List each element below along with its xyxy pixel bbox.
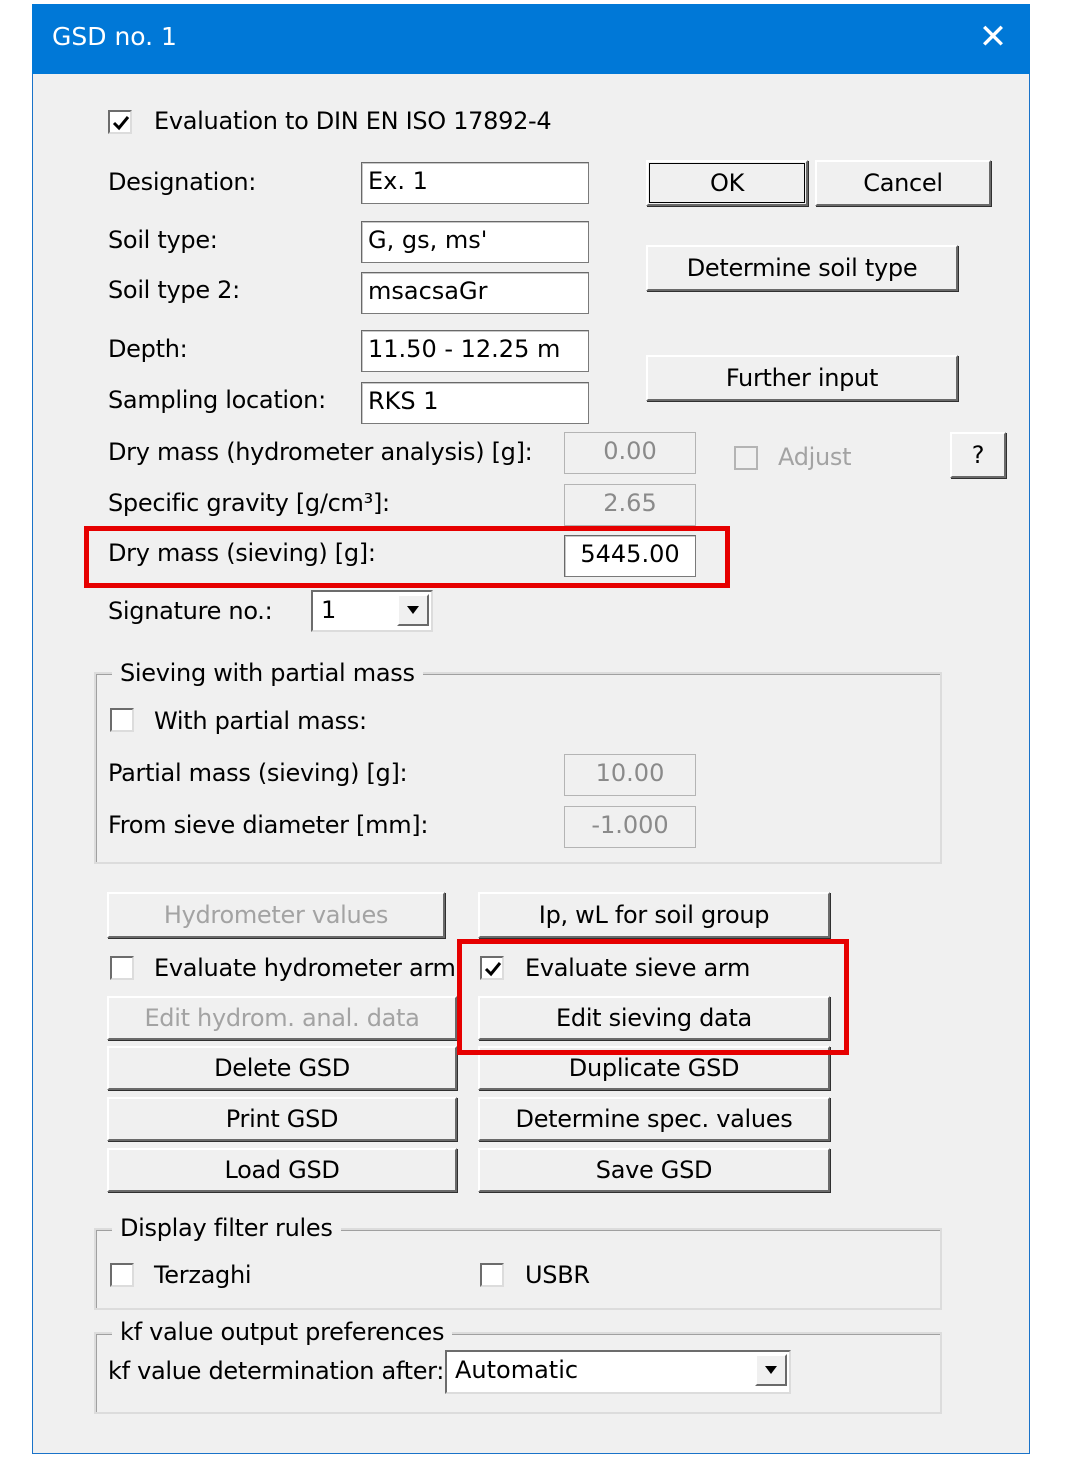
close-icon[interactable]: ✕ bbox=[978, 17, 1008, 57]
dry-mass-sieving-highlight bbox=[84, 526, 730, 588]
adjust-checkbox[interactable] bbox=[734, 446, 758, 470]
soil-type2-label: Soil type 2: bbox=[108, 276, 240, 304]
designation-input[interactable]: Ex. 1 bbox=[361, 162, 589, 204]
partial-mass-label: Partial mass (sieving) [g]: bbox=[108, 759, 408, 787]
signature-select[interactable] bbox=[311, 590, 433, 632]
ip-wl-button[interactable]: Ip, wL for soil group bbox=[478, 892, 830, 938]
terzaghi-checkbox[interactable] bbox=[110, 1263, 134, 1287]
usbr-checkbox[interactable] bbox=[480, 1263, 504, 1287]
edit-hydrom-button[interactable]: Edit hydrom. anal. data bbox=[107, 996, 457, 1040]
soil-type2-input[interactable]: msacsaGr bbox=[361, 272, 589, 314]
terzaghi-label: Terzaghi bbox=[154, 1261, 252, 1289]
evaluate-hydrometer-label: Evaluate hydrometer arm bbox=[154, 954, 456, 982]
chevron-down-icon[interactable] bbox=[755, 1354, 787, 1386]
specific-gravity-input[interactable]: 2.65 bbox=[564, 484, 696, 526]
print-gsd-button[interactable]: Print GSD bbox=[107, 1097, 457, 1141]
signature-label: Signature no.: bbox=[108, 597, 273, 625]
from-sieve-input[interactable]: -1.000 bbox=[564, 806, 696, 848]
sampling-location-label: Sampling location: bbox=[108, 386, 326, 414]
dry-mass-hydro-label: Dry mass (hydrometer analysis) [g]: bbox=[108, 438, 533, 466]
soil-type-input[interactable]: G, gs, ms' bbox=[361, 221, 589, 263]
sieve-arm-highlight bbox=[457, 939, 849, 1055]
dry-mass-sieving-label: Dry mass (sieving) [g]: bbox=[108, 539, 376, 567]
help-button[interactable]: ? bbox=[950, 432, 1006, 478]
evaluation-checkbox[interactable] bbox=[108, 110, 132, 134]
determine-soil-type-button[interactable]: Determine soil type bbox=[646, 245, 958, 291]
dialog-title: GSD no. 1 bbox=[52, 22, 177, 51]
dry-mass-hydro-input[interactable]: 0.00 bbox=[564, 432, 696, 474]
evaluate-sieve-label: Evaluate sieve arm bbox=[525, 954, 751, 982]
further-input-button[interactable]: Further input bbox=[646, 355, 958, 401]
delete-gsd-button[interactable]: Delete GSD bbox=[107, 1046, 457, 1090]
ok-button[interactable]: OK bbox=[646, 160, 808, 206]
soil-type-label: Soil type: bbox=[108, 226, 218, 254]
kf-determination-select[interactable] bbox=[445, 1350, 791, 1394]
filter-rules-legend: Display filter rules bbox=[112, 1213, 341, 1243]
with-partial-mass-label: With partial mass: bbox=[154, 707, 367, 735]
partial-mass-input[interactable]: 10.00 bbox=[564, 754, 696, 796]
evaluation-label: Evaluation to DIN EN ISO 17892-4 bbox=[154, 107, 552, 135]
from-sieve-label: From sieve diameter [mm]: bbox=[108, 811, 429, 839]
save-gsd-button[interactable]: Save GSD bbox=[478, 1148, 830, 1192]
check-icon bbox=[111, 113, 131, 133]
adjust-label: Adjust bbox=[778, 443, 852, 471]
cancel-button[interactable]: Cancel bbox=[815, 160, 991, 206]
title-bar[interactable] bbox=[32, 4, 1030, 74]
kf-determination-label: kf value determination after: bbox=[108, 1357, 445, 1385]
determine-spec-values-button[interactable]: Determine spec. values bbox=[478, 1097, 830, 1141]
depth-input[interactable]: 11.50 - 12.25 m bbox=[361, 330, 589, 372]
designation-label: Designation: bbox=[108, 168, 257, 196]
partial-mass-legend: Sieving with partial mass bbox=[112, 658, 423, 688]
sampling-location-input[interactable]: RKS 1 bbox=[361, 382, 589, 424]
signature-value: 1 bbox=[321, 596, 337, 624]
kf-determination-value: Automatic bbox=[455, 1356, 579, 1384]
kf-preferences-legend: kf value output preferences bbox=[112, 1317, 452, 1347]
usbr-label: USBR bbox=[525, 1261, 590, 1289]
evaluate-hydrometer-checkbox[interactable] bbox=[110, 956, 134, 980]
duplicate-gsd-button[interactable]: Duplicate GSD bbox=[478, 1046, 830, 1090]
hydrometer-values-button[interactable]: Hydrometer values bbox=[107, 892, 445, 938]
specific-gravity-label: Specific gravity [g/cm³]: bbox=[108, 489, 390, 517]
chevron-down-icon[interactable] bbox=[397, 594, 429, 626]
with-partial-mass-checkbox[interactable] bbox=[110, 708, 134, 732]
dry-mass-sieving-input[interactable]: 5445.00 bbox=[564, 535, 696, 577]
depth-label: Depth: bbox=[108, 335, 188, 363]
load-gsd-button[interactable]: Load GSD bbox=[107, 1148, 457, 1192]
edit-sieving-button[interactable]: Edit sieving data bbox=[478, 996, 830, 1040]
